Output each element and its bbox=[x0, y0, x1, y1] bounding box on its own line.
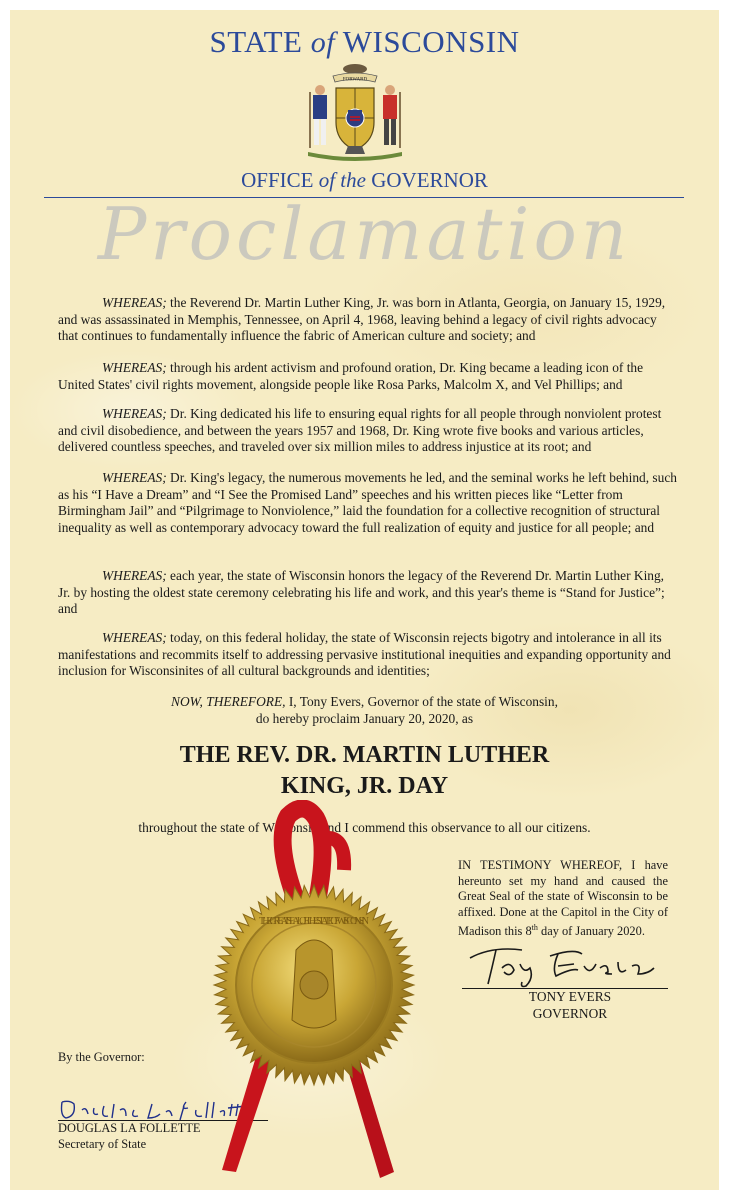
by-the-governor-label: By the Governor: bbox=[58, 1050, 145, 1064]
whereas-label: WHEREAS; bbox=[102, 360, 167, 375]
now-therefore-clause bbox=[0, 693, 729, 727]
whereas-label: WHEREAS; bbox=[102, 630, 167, 645]
wisconsin-coat-of-arms-icon bbox=[300, 62, 410, 168]
whereas-text: the Reverend Dr. Martin Luther King, Jr. was born in Atlanta, Georgia, on January 15, 1929, and was assassinated in Memphis, Tennessee, on April 4, 1968, leaving behind a legacy of civil rights advocacy that continues to fundamentally influence the fabric of American culture and society; and bbox=[58, 295, 666, 343]
proclaimed-day-title bbox=[0, 740, 729, 802]
of-word: of bbox=[310, 26, 336, 59]
secretary-title: Secretary of State bbox=[58, 1136, 147, 1151]
seal-inscription: THE GREAT SEAL OF THE STATE OF WISCONSIN bbox=[259, 916, 369, 927]
now-line-2: do hereby proclaim January 20, 2020, as bbox=[255, 711, 474, 726]
day-title-line-1: THE REV. DR. MARTIN LUTHER bbox=[179, 742, 550, 768]
whereas-label: WHEREAS; bbox=[102, 568, 167, 583]
whereas-clause-5 bbox=[58, 568, 678, 618]
secretary-name: DOUGLAS LA FOLLETTE bbox=[58, 1121, 201, 1135]
whereas-clause-6 bbox=[58, 630, 678, 680]
whereas-text: through his ardent activism and profound oration, Dr. King became a leading icon of the United States' civil rights movement, alongside people like Rosa Parks, Malcolm X, and Vel Phillips; and bbox=[58, 360, 644, 392]
whereas-text: today, on this federal holiday, the state of Wisconsin rejects bigotry and intolerance in all its manifestations and recommits itself to addressing pervasive institutional inequities and expanding opportunity and inclusion for Wisconsinites of all cultural backgrounds and identities; bbox=[58, 630, 671, 678]
testimony-whereof: IN TESTIMONY WHEREOF, I have hereunto set my hand and caused the Great Seal of the state of Wisconsin to be affixed. Done at the Capitol in the City of Madison this 8th day of January 2020. bbox=[458, 858, 668, 939]
office-heading bbox=[0, 168, 729, 193]
whereas-clause-1 bbox=[58, 295, 678, 345]
whereas-text: Dr. King dedicated his life to ensuring equal rights for all people through nonviolent protest and civil disobedience, and between the years 1957 and 1968, Dr. King wrote five books and various articles, delivered countless speeches, and traveled over six million miles to address injustice at its root; and bbox=[58, 406, 662, 454]
state-name: WISCONSIN bbox=[342, 24, 520, 59]
whereas-clause-2 bbox=[58, 360, 678, 393]
governor-name: TONY EVERS bbox=[528, 989, 612, 1004]
motto-ribbon: FORWARD bbox=[342, 77, 368, 83]
proclamation-watermark-title: Proclamation bbox=[97, 192, 632, 276]
now-line-1: I, Tony Evers, Governor of the state of Wisconsin, bbox=[285, 694, 558, 709]
whereas-label: WHEREAS; bbox=[102, 295, 167, 310]
of-the-word: of the bbox=[318, 168, 366, 192]
governor-word: GOVERNOR bbox=[371, 168, 488, 192]
whereas-label: WHEREAS; bbox=[102, 406, 167, 421]
observance-statement: throughout the state of Wisconsin and I commend this observance to all our citizens. bbox=[138, 820, 591, 835]
whereas-clause-3 bbox=[58, 406, 678, 456]
state-word: STATE bbox=[209, 24, 303, 59]
governor-name-block bbox=[470, 988, 670, 1022]
governor-title: GOVERNOR bbox=[532, 1006, 608, 1021]
governor-signature bbox=[462, 938, 672, 990]
whereas-label: WHEREAS; bbox=[102, 470, 167, 485]
now-therefore-label: NOW, THEREFORE, bbox=[171, 694, 286, 709]
whereas-text: each year, the state of Wisconsin honors the legacy of the Reverend Dr. Martin Luther King, Jr. by hosting the oldest state ceremony celebrating his life and work, and this year's theme is “Stand for Justice”; and bbox=[58, 568, 665, 616]
great-seal-with-ribbon-icon bbox=[196, 800, 436, 1190]
state-heading bbox=[0, 24, 729, 60]
whereas-text: Dr. King's legacy, the numerous movements he led, and the seminal works he left behind, such as his “I Have a Dream” and “I See the Promised Land” speeches and his written pieces like “Letter from Birmingham Jail” and “Pilgrimage to Nonviolence,” laid the foundation for a collective recognition of structural inequality as well as contemporary advocacy toward the full realization of equity and justice for all people; and bbox=[58, 470, 677, 535]
day-title-line-2: KING, JR. DAY bbox=[280, 773, 449, 799]
secretary-name-block bbox=[58, 1121, 200, 1152]
office-word: OFFICE bbox=[241, 168, 314, 192]
whereas-clause-4 bbox=[58, 470, 678, 536]
